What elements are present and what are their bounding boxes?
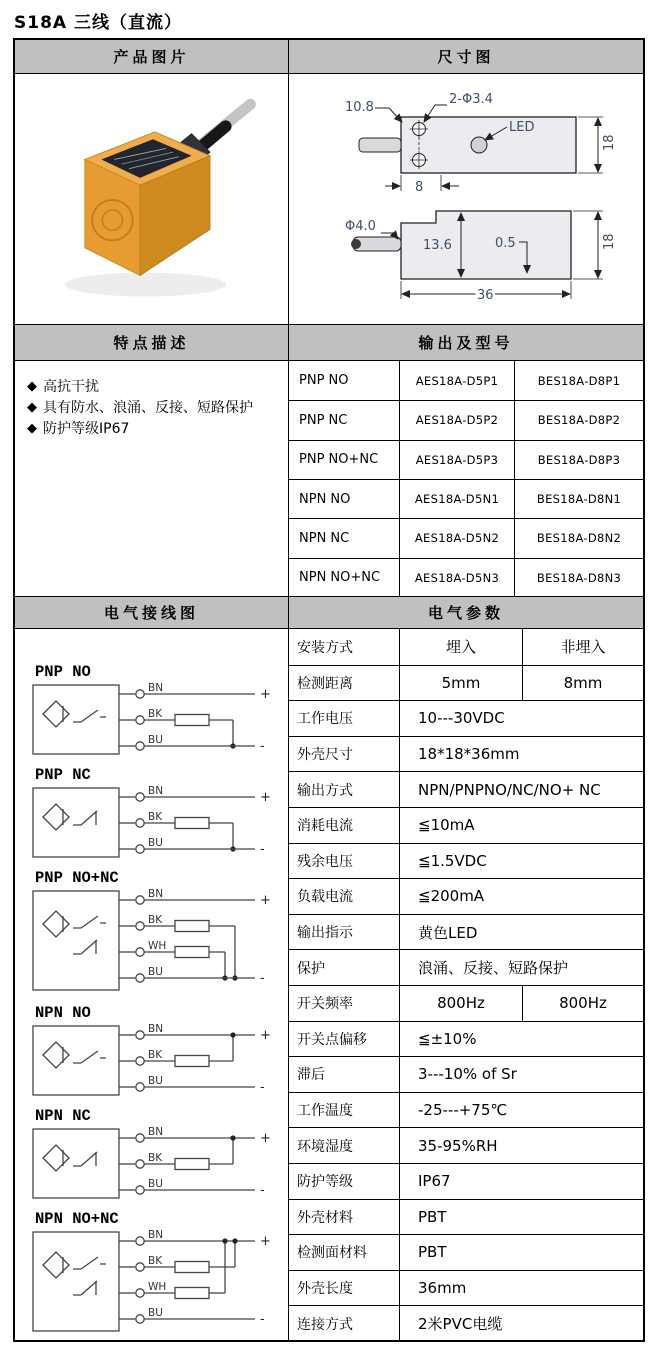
svg-text:BU: BU — [148, 1307, 163, 1319]
svg-text:-: - — [260, 1080, 265, 1095]
svg-text:+: + — [260, 687, 271, 702]
model-row — [289, 558, 643, 597]
param-row — [289, 1127, 643, 1163]
dim-step-label: 0.5 — [495, 235, 516, 251]
content-row-3 — [15, 628, 643, 1340]
param-value: -25---+75℃ — [418, 1101, 508, 1120]
param-label: 输出方式 — [289, 772, 400, 807]
svg-text:BU: BU — [148, 1075, 163, 1087]
param-row — [289, 1163, 643, 1199]
param-label: 连接方式 — [289, 1306, 400, 1341]
feature-text: 防护等级IP67 — [43, 421, 130, 437]
svg-text:BK: BK — [148, 914, 163, 926]
non-flush-model-cell: BES18A-D8N3 — [536, 570, 622, 585]
params-table — [289, 629, 643, 1340]
output-type-cell: NPN NO — [289, 480, 400, 518]
param-row — [289, 1199, 643, 1235]
wiring-diagram-svg — [27, 888, 279, 996]
param-value: 36mm — [418, 1278, 467, 1297]
param-label: 开关频率 — [289, 986, 400, 1021]
feature-item — [27, 419, 280, 440]
dimension-drawing-cell — [289, 74, 643, 324]
svg-text:BK: BK — [148, 811, 163, 823]
product-photo — [37, 87, 267, 312]
param-value: PBT — [418, 1243, 447, 1262]
non-flush-model-cell: BES18A-D8P3 — [537, 452, 621, 467]
svg-text:-: - — [260, 842, 265, 857]
param-row — [289, 1056, 643, 1092]
content-row-1 — [15, 73, 643, 324]
param-label: 开关点偏移 — [289, 1022, 400, 1057]
wiring-diagram-block — [27, 1004, 288, 1103]
wiring-diagram-svg — [27, 785, 279, 861]
models-header: 输出及型号 — [289, 325, 643, 360]
param-value: ≦1.5VDC — [418, 851, 487, 870]
header-row-1 — [15, 40, 643, 73]
dim-side-height-label: 18 — [602, 232, 617, 250]
param-row — [289, 1270, 643, 1306]
diamond-bullet-icon: ◆ — [27, 421, 37, 436]
param-label: 滞后 — [289, 1057, 400, 1092]
svg-text:-: - — [260, 1183, 265, 1198]
features-list — [27, 377, 280, 440]
param-label: 负载电流 — [289, 879, 400, 914]
page-title: S18A 三线（直流） — [14, 13, 182, 33]
wiring-diagram-block — [27, 766, 288, 865]
content-row-2 — [15, 360, 643, 596]
svg-text:+: + — [260, 1028, 271, 1043]
wiring-diagram-title: PNP NC — [35, 766, 91, 784]
wiring-diagram-title: NPN NO — [35, 1004, 91, 1022]
dim-cable-dia-label: Φ4.0 — [345, 218, 376, 234]
diamond-bullet-icon: ◆ — [27, 400, 37, 415]
param-row — [289, 807, 643, 843]
diamond-bullet-icon: ◆ — [27, 379, 37, 394]
param-value: 2米PVC电缆 — [418, 1315, 503, 1334]
param-label: 外壳尺寸 — [289, 737, 400, 772]
param-label: 外壳长度 — [289, 1271, 400, 1306]
param-row — [289, 1092, 643, 1128]
param-label: 残余电压 — [289, 844, 400, 879]
param-value: PBT — [418, 1207, 447, 1226]
feature-item — [27, 377, 280, 398]
param-label: 安装方式 — [289, 629, 400, 665]
feature-text: 高抗干扰 — [43, 379, 99, 395]
wiring-diagram-svg — [27, 1126, 279, 1202]
param-value-non-flush: 800Hz — [559, 994, 607, 1013]
model-row — [289, 518, 643, 557]
param-row — [289, 665, 643, 701]
wiring-diagram-title: NPN NC — [35, 1107, 91, 1125]
param-row — [289, 1234, 643, 1270]
wiring-diagram-block — [27, 663, 288, 762]
wiring-diagram-block — [27, 1210, 288, 1341]
wiring-diagram-block — [27, 869, 288, 1000]
param-value: 浪涌、反接、短路保护 — [418, 959, 569, 978]
model-row — [289, 361, 643, 400]
flush-model-cell: AES18A-D5P3 — [400, 441, 515, 479]
svg-text:BN: BN — [148, 682, 164, 694]
param-row — [289, 736, 643, 772]
dim-flange-width-label: 8 — [415, 179, 424, 195]
svg-text:BU: BU — [148, 837, 163, 849]
svg-text:BN: BN — [148, 785, 164, 797]
led-indicator — [471, 137, 487, 153]
flush-model-cell: AES18A-D5P2 — [400, 401, 515, 439]
wiring-diagram-title: PNP NO+NC — [35, 869, 119, 887]
svg-text:-: - — [260, 971, 265, 986]
dim-top-height-label: 18 — [602, 133, 617, 151]
svg-text:BU: BU — [148, 966, 163, 978]
param-value: ≦10mA — [418, 816, 475, 835]
output-type-cell: PNP NO+NC — [289, 441, 400, 479]
svg-text:WH: WH — [148, 1281, 167, 1293]
non-flush-model-cell: BES18A-D8P2 — [537, 413, 621, 428]
param-value: 黄色LED — [418, 923, 478, 942]
wiring-diagram-title: PNP NO — [35, 663, 91, 681]
wiring-diagram-svg — [27, 1023, 279, 1099]
svg-text:BK: BK — [148, 1049, 163, 1061]
svg-text:+: + — [260, 1234, 271, 1249]
dimension-drawing — [301, 87, 631, 312]
svg-text:+: + — [260, 893, 271, 908]
model-row — [289, 479, 643, 518]
param-value: 10---30VDC — [418, 709, 505, 728]
svg-text:BK: BK — [148, 1255, 163, 1267]
param-value-non-flush: 非埋入 — [560, 638, 606, 657]
svg-text:-: - — [260, 739, 265, 754]
param-value-flush: 5mm — [400, 666, 523, 701]
svg-text:BK: BK — [148, 708, 163, 720]
svg-text:-: - — [260, 1312, 265, 1327]
feature-item — [27, 398, 280, 419]
dim-led-label: LED — [509, 119, 535, 135]
svg-text:BN: BN — [148, 888, 164, 900]
wiring-diagram-title: NPN NO+NC — [35, 1210, 119, 1228]
param-row — [289, 985, 643, 1021]
model-row — [289, 440, 643, 479]
param-row — [289, 771, 643, 807]
param-label: 检测面材料 — [289, 1235, 400, 1270]
output-type-cell: PNP NC — [289, 401, 400, 439]
param-row — [289, 878, 643, 914]
non-flush-model-cell: BES18A-D8N2 — [536, 531, 622, 546]
param-value: ≦±10% — [418, 1029, 477, 1048]
model-row — [289, 400, 643, 439]
param-value-flush: 埋入 — [400, 629, 523, 665]
non-flush-model-cell: BES18A-D8P1 — [537, 373, 621, 388]
non-flush-model-cell: BES18A-D8N1 — [536, 492, 622, 507]
wiring-diagram-block — [27, 1107, 288, 1206]
svg-text:+: + — [260, 790, 271, 805]
wiring-diagram-svg — [27, 682, 279, 758]
param-label: 防护等级 — [289, 1164, 400, 1199]
flush-model-cell: AES18A-D5P1 — [400, 361, 515, 400]
param-label: 外壳材料 — [289, 1200, 400, 1235]
wiring-header: 电气接线图 — [15, 597, 289, 628]
param-label: 检测距离 — [289, 666, 400, 701]
dimension-header: 尺寸图 — [289, 40, 643, 73]
param-label: 环境湿度 — [289, 1128, 400, 1163]
models-table — [289, 361, 643, 596]
datasheet-table — [13, 38, 645, 1342]
param-row — [289, 1305, 643, 1341]
product-image-header: 产品图片 — [15, 40, 289, 73]
svg-text:BN: BN — [148, 1023, 164, 1035]
product-photo-cell — [15, 74, 289, 324]
wiring-diagrams-cell — [15, 629, 289, 1340]
svg-text:+: + — [260, 1131, 271, 1146]
param-value: NPN/PNPNO/NC/NO+ NC — [418, 780, 601, 799]
param-row — [289, 700, 643, 736]
param-value: IP67 — [418, 1172, 451, 1191]
svg-text:BU: BU — [148, 734, 163, 746]
wiring-diagram-svg — [27, 1229, 279, 1337]
features-header: 特点描述 — [15, 325, 289, 360]
svg-text:WH: WH — [148, 940, 167, 952]
output-type-cell: NPN NC — [289, 519, 400, 557]
param-row — [289, 914, 643, 950]
params-header: 电气参数 — [289, 597, 643, 628]
flush-model-cell: AES18A-D5N2 — [400, 519, 515, 557]
param-row — [289, 629, 643, 665]
param-label: 工作电压 — [289, 701, 400, 736]
dim-inset-depth-label: 13.6 — [423, 237, 452, 253]
param-value-flush: 800Hz — [400, 986, 523, 1021]
svg-text:BN: BN — [148, 1229, 164, 1241]
param-label: 输出指示 — [289, 915, 400, 950]
param-value: ≦200mA — [418, 887, 485, 906]
param-label: 消耗电流 — [289, 808, 400, 843]
param-row — [289, 843, 643, 879]
param-value-non-flush: 8mm — [563, 673, 603, 692]
param-value: 35-95%RH — [418, 1136, 498, 1155]
header-row-3 — [15, 596, 643, 628]
flush-model-cell: AES18A-D5N1 — [400, 480, 515, 518]
param-row — [289, 949, 643, 985]
flush-model-cell: AES18A-D5N3 — [400, 559, 515, 597]
output-type-cell: NPN NO+NC — [289, 559, 400, 597]
param-row — [289, 1021, 643, 1057]
features-cell — [15, 361, 289, 596]
feature-text: 具有防水、浪涌、反接、短路保护 — [43, 400, 253, 416]
svg-text:BK: BK — [148, 1152, 163, 1164]
param-label: 工作温度 — [289, 1093, 400, 1128]
header-row-2 — [15, 324, 643, 360]
param-value: 3---10% of Sr — [418, 1065, 517, 1084]
param-value: 18*18*36mm — [418, 745, 520, 764]
dim-length-label: 36 — [477, 287, 494, 303]
svg-text:BN: BN — [148, 1126, 164, 1138]
param-label: 保护 — [289, 950, 400, 985]
dim-hole-offset-label: 10.8 — [345, 99, 374, 115]
dim-holes-label: 2-Φ3.4 — [449, 91, 493, 107]
output-type-cell: PNP NO — [289, 361, 400, 400]
svg-text:BU: BU — [148, 1178, 163, 1190]
